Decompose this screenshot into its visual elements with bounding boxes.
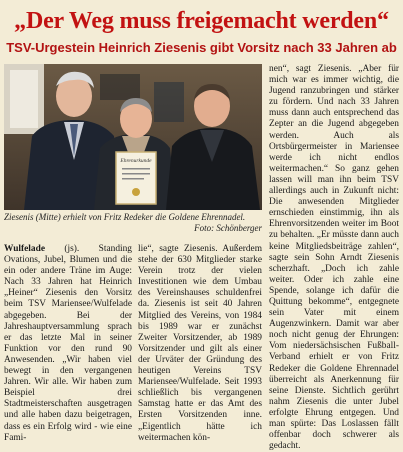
- article-column-3: [269, 64, 399, 452]
- caption-text: Ziesenis (Mitte) erhielt von Fritz Redeker die Goldene Ehrennadel.: [4, 212, 246, 222]
- column-1-text: (js). Standing Ovations, Jubel, Blumen und die ein oder andere Träne im Auge: Nach 33 Jahren hat Heinrich „Heiner“ Ziesenis den Vorsitz beim TSV Mariensee/Wulfelade abgegeben. Bei der Jahreshauptversammlung sprach er das letzte Mal in seiner Funktion vor den rund 90 Anwesenden. „Wir haben viel bewegt in den vergangenen Jahren. Wir alle. Wir haben zum Beispiel drei Stadtmeisterschaften ausgetragen und alle haben dazu beigetragen, dass es ein Erfolg wird - wie eine Fami-: [4, 244, 132, 443]
- column-3-text: nen“, sagt Ziesenis. „Aber für mich war es immer wichtig, die Jugend ranzubringen und stärker zu fördern. Und nach 33 Jahren muss dann auch entsprechend das Zepter an die Jugend abgegeben werden. Auch als Ortsbürgermeister in Mariensee werde ich nicht endlos weitermachen.“ So ganz gehen lassen will man ihn beim TSV allerdings auch in Zukunft nicht: Die anwesenden Mitglieder ernschieden einstimmig, ihn als Ehrenvorsitzenden weiter im Boot zu behalten. „Er müsste dann auch keine Mitgliedsbeiträge zahlen“, sagte sein Sohn Arndt Ziesenis scherzhaft. „Doch ich zahle weiter. Oder ich zahle eine Spende, solange ich dafür die Quittung bekomme“, entgegnete sein Vater mit einem Augenzwinkern. Damit war aber noch nicht genug der Ehrungen: Vom niedersächsischen Fußball-Verband erhielt er von Fritz Redeker die Goldene Ehrennadel überreicht als Anerkennung für seine Dienste. Sichtlich gerührt nahm Ziesenis die unter Jubel erfolgte Ehrung entgegen. Und man spürte: Das Loslassen fällt offenbar doch schwerer als gedacht.: [269, 64, 399, 452]
- photo-caption: [4, 212, 262, 234]
- dateline: Wulfelade: [4, 244, 45, 254]
- article-column-1: [4, 244, 132, 444]
- column-2-text: lie“, sagte Ziesenis. Außerdem stehe der 630 Mitglieder starke Verein trotz der vielen Investitionen wie dem Umbau des Vereinshauses schuldenfrei da. Ziesenis ist seit 40 Jahren Mitglied des Vereins, von 1984 bis 1989 war er zunächst Zweiter Vorsitzender, ab 1989 Vorsitzender und gilt als einer der Urväter der Gründung des heutigen Vereins TSV Mariensee/Wulfelade. Seit 1993 schließlich bis vergangenen Samstag hatte er das Amt des Ersten Vorsitzenden inne. „Eigentlich hätte ich weitermachen kön-: [138, 244, 262, 443]
- article-subheadline: TSV-Urgestein Heinrich Ziesenis gibt Vorsitz nach 33 Jahren ab: [6, 40, 397, 55]
- svg-text:Ehrenurkunde: Ehrenurkunde: [120, 158, 152, 164]
- article-column-2: [138, 244, 262, 444]
- article-headline: „Der Weg muss freigemacht werden“: [14, 8, 389, 34]
- article-photo: [4, 64, 262, 210]
- photo-credit: Foto: Schönberger: [194, 223, 262, 233]
